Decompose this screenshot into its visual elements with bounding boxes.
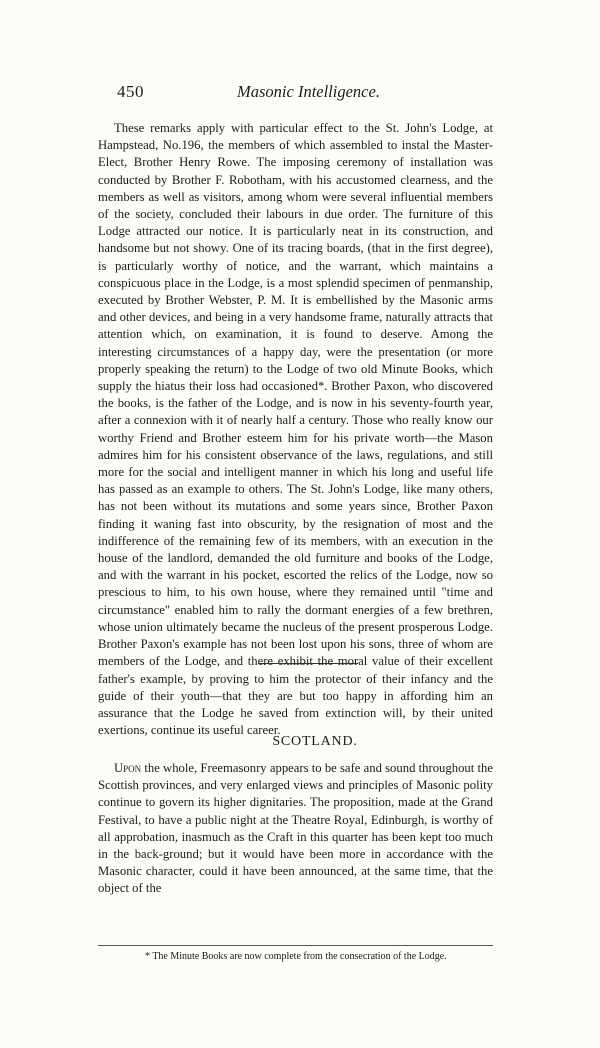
main-text-block: [98, 120, 493, 739]
lead-word: Upon: [114, 761, 142, 775]
scotland-paragraph-body: the whole, Freemasonry appears to be safe and sound throughout the Scottish provinces, and very enlarged views and principles of Masonic polity continue to govern its higher dignitaries. The proposition, made at the Grand Festival, to have a public night at the Theatre Royal, Edinburgh, is worthy of all approbation, inasmuch as the Craft in this quarter has been kept too much in the back-ground; but it would have been more in accordance with the Masonic character, could it have been announced, at the same time, that the object of the: [98, 761, 493, 896]
footnote-rule: [98, 945, 493, 946]
section-divider: [258, 663, 358, 664]
page-number: 450: [117, 82, 144, 101]
section-heading: SCOTLAND.: [272, 734, 358, 749]
running-title: Masonic Intelligence.: [237, 82, 380, 101]
footnote: * The Minute Books are now complete from the consecration of the Lodge.: [145, 951, 447, 962]
page-header: [117, 82, 497, 104]
scotland-text-block: [98, 760, 493, 898]
scotland-paragraph: [98, 760, 493, 898]
lodge-paragraph: These remarks apply with particular effect to the St. John's Lodge, at Hampstead, No.196, the members of which assembled to instal the Master-Elect, Brother Henry Rowe. The imposing ceremony of installation was conducted by Brother F. Robotham, with his accustomed clearness, and the members as well as visitors, among whom were several influential members of the society, concluded their labours in due order. The furniture of this Lodge attracted our notice. It is particularly neat in its construction, and handsome but not showy. One of its tracing boards, (that in the first degree), is particularly worthy of notice, and the warrant, which maintains a conspicuous place in the Lodge, is a most splendid specimen of penmanship, executed by Brother Webster, P. M. It is embellished by the Masonic arms and other devices, and being in a very handsome frame, naturally attracts that attention which, on examination, it is found to deserve. Among the interesting circumstances of a happy day, were the presentation (or more properly speaking the return) to the Lodge of two old Minute Books, which supply the hiatus their loss had occasioned*. Brother Paxon, who discovered the books, is the father of the Lodge, and is now in his seventy-fourth year, after a connexion with it of nearly half a century. Those who really know our worthy Friend and Brother esteem him for his private worth—the Mason admires him for his consistent observance of the laws, regulations, and still more for the social and intelligent manner in which his long and useful life has passed as an example to others. The St. John's Lodge, like many others, has not been without its mutations and some years since, Brother Paxon finding it waning fast into obscurity, by the resignation of most and the indifference of the remaining few of its members, with an execution in the house of the landlord, demanded the old furniture and books of the Lodge, and with the warrant in his pocket, escorted the relics of the Lodge, now so prescious to him, to his own house, where they remained until "time and circumstance" enabled him to rally the dormant energies of a few brethren, whose union ultimately became the nucleus of the present prosperous Lodge. Brother Paxon's example has not been lost upon his sons, three of whom are members of the Lodge, and there exhibit the moral value of their excellent father's example, by proving to him the protector of their infancy and the guide of their youth—that they are but too happy in affording him an assurance that the Lodge he saved from extinction will, by their united exertions, continue its useful career.: [98, 121, 493, 738]
